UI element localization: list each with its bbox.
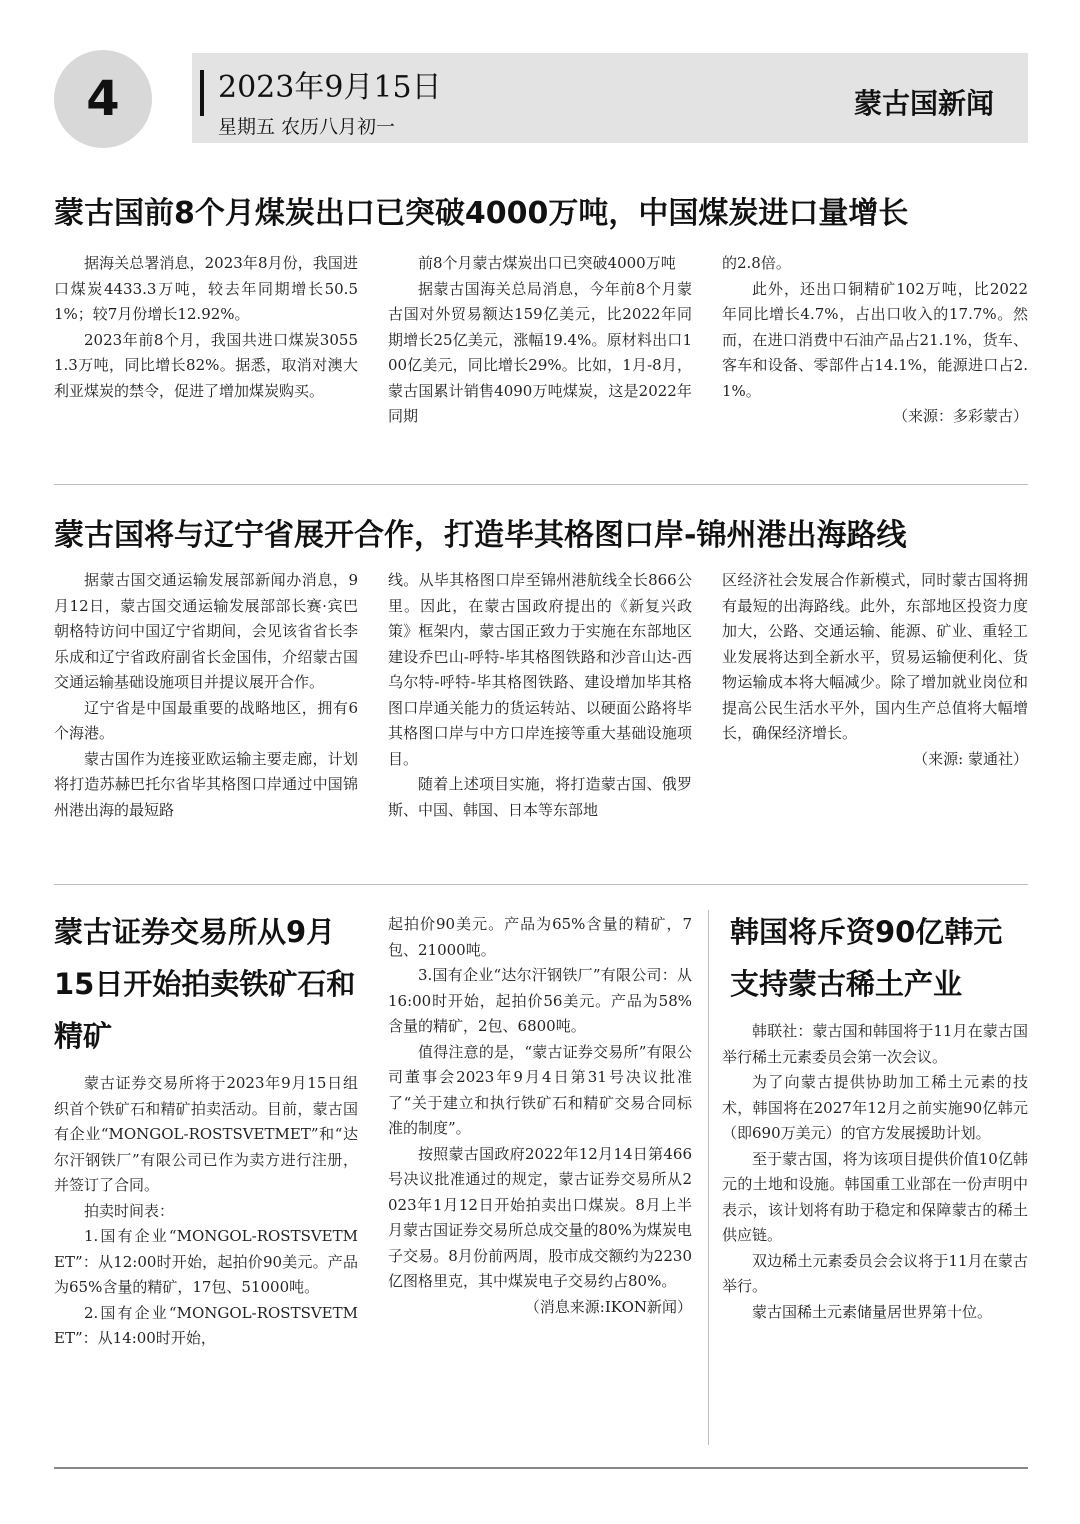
article4-body — [722, 1019, 1028, 1325]
paragraph: 蒙古国作为连接亚欧运输主要走廊，计划将打造苏赫巴托尔省毕其格图口岸通过中国锦州港出海的最短路 — [54, 749, 358, 819]
article4-title: 韩国将斥资90亿韩元支持蒙古稀土产业 — [730, 915, 1003, 1001]
paragraph: 据蒙古国海关总局消息，今年前8个月蒙古国对外贸易额达159亿美元，比2022年同期增长25亿美元，涨幅19.4%。原材料出口100亿美元，同比增长29%。比如，1月-8月，蒙古国累计销售4090万吨煤炭，这是2022年同期 — [388, 279, 692, 425]
article2-col3 — [722, 568, 1028, 772]
paragraph: 起拍价90美元。产品为65%含量的精矿，7包、21000吨。 — [388, 915, 692, 959]
section-divider — [54, 884, 1028, 885]
paragraph: 值得注意的是，“蒙古证券交易所”有限公司董事会2023年9月4日第31号决议批准了“关于建立和执行铁矿石和精矿交易合同标准的制度”。 — [388, 1042, 692, 1137]
article3-title: 蒙古证券交易所从9月15日开始拍卖铁矿石和精矿 — [54, 915, 356, 1053]
paragraph: 辽宁省是中国最重要的战略地区，拥有6个海港。 — [54, 698, 358, 742]
article3-source: （消息来源:IKON新闻） — [524, 1297, 692, 1316]
weekday-lunar-date: 星期五 农历八月初一 — [218, 116, 396, 138]
bottom-divider — [54, 1467, 1028, 1469]
article1-col3 — [722, 251, 1028, 430]
paragraph: 双边稀土元素委员会会议将于11月在蒙古举行。 — [722, 1251, 1028, 1295]
article1-title: 蒙古国前8个月煤炭出口已突破4000万吨，中国煤炭进口量增长 — [54, 196, 909, 231]
paragraph: 为了向蒙古提供协助加工稀土元素的技术，韩国将在2027年12月之前实施90亿韩元（即690万美元）的官方发展援助计划。 — [722, 1073, 1028, 1142]
paragraph: 区经济社会发展合作新模式，同时蒙古国将拥有最短的出海路线。此外，东部地区投资力度加大，公路、交通运输、能源、矿业、重轻工业发展将达到全新水平，贸易运输便利化、货物运输成本将大幅减少。除了增加就业岗位和提高公民生活水平外，国内生产总值将大幅增长，确保经济增长。 — [722, 571, 1028, 742]
paragraph: 1.国有企业“MONGOL-ROSTSVETMET”：从12:00时开始，起拍价90美元。产品为65%含量的精矿，17包、51000吨。 — [54, 1227, 358, 1296]
paragraph: 的2.8倍。 — [722, 254, 791, 272]
issue-date: 2023年9月15日 — [218, 70, 442, 105]
page-number: 4 — [54, 50, 152, 148]
article3-col2 — [388, 912, 692, 1320]
article1-col2 — [388, 251, 692, 430]
paragraph: 韩联社：蒙古国和韩国将于11月在蒙古国举行稀土元素委员会第一次会议。 — [722, 1022, 1028, 1066]
paragraph: 据海关总署消息，2023年8月份，我国进口煤炭4433.3万吨，较去年同期增长50.51%；较7月份增长12.92%。 — [54, 254, 358, 323]
article2-col1 — [54, 568, 358, 823]
column-divider — [708, 910, 709, 1445]
paragraph: 蒙古国稀土元素储量居世界第十位。 — [752, 1302, 993, 1321]
article2-col2 — [388, 568, 692, 823]
paragraph: 随着上述项目实施，将打造蒙古国、俄罗斯、中国、韩国、日本等东部地 — [388, 775, 692, 819]
article1-col1 — [54, 251, 358, 404]
paragraph: 前8个月蒙古煤炭出口已突破4000万吨 — [418, 254, 676, 272]
paragraph: 此外，还出口铜精矿102万吨，比2022年同比增长4.7%，占出口收入的17.7%。然而，在进口消费中石油产品占21.1%，货车、客车和设备、零部件占14.1%，能源进口占2.1%。 — [722, 279, 1028, 400]
section-title: 蒙古国新闻 — [853, 87, 994, 120]
paragraph: 据蒙古国交通运输发展部新闻办消息，9月12日，蒙古国交通运输发展部部长赛·宾巴朝格特访问中国辽宁省期间，会见该省省长李乐成和辽宁省政府副省长金国伟，介绍蒙古国交通运输基础设施项目并提议展开合作。 — [54, 571, 358, 691]
article2-source: （来源: 蒙通社） — [913, 749, 1028, 768]
paragraph: 拍卖时间表： — [84, 1201, 175, 1220]
paragraph: 按照蒙古国政府2022年12月14日第466号决议批准通过的规定，蒙古证券交易所从2023年1月12日开始拍卖出口煤炭。8月上半月蒙古国证券交易所总成交量的80%为煤炭电子交易。8月份前两周，股市成交额约为2230亿图格里克，其中煤炭电子交易约占80%。 — [388, 1144, 692, 1290]
header-divider — [200, 70, 204, 116]
paragraph: 蒙古证券交易所将于2023年9月15日组织首个铁矿石和精矿拍卖活动。目前，蒙古国有企业“MONGOL-ROSTSVETMET”和“达尔汗钢铁厂”有限公司已作为卖方进行注册，并签订了合同。 — [54, 1074, 358, 1194]
paragraph: 3.国有企业“达尔汗钢铁厂”有限公司：从16:00时开始，起拍价56美元。产品为58%含量的精矿，2包、6800吨。 — [388, 966, 692, 1035]
article3-col1 — [54, 1071, 358, 1352]
article1-source: （来源：多彩蒙古） — [892, 407, 1028, 425]
paragraph: 2.国有企业“MONGOL-ROSTSVETMET”：从14:00时开始， — [54, 1303, 358, 1347]
article2-title: 蒙古国将与辽宁省展开合作，打造毕其格图口岸-锦州港出海路线 — [54, 518, 907, 553]
paragraph: 2023年前8个月，我国共进口煤炭30551.3万吨，同比增长82%。据悉，取消对澳大利亚煤炭的禁令，促进了增加煤炭购买。 — [54, 330, 358, 400]
paragraph: 至于蒙古国，将为该项目提供价值10亿韩元的土地和设施。韩国重工业部在一份声明中表示，该计划将有助于稳定和保障蒙古的稀土供应链。 — [722, 1149, 1028, 1244]
paragraph: 线。从毕其格图口岸至锦州港航线全长866公里。因此，在蒙古国政府提出的《新复兴政策》框架内，蒙古国正致力于实施在东部地区建设乔巴山-呼特-毕其格图铁路和沙音山达-西乌尔特-呼特-毕其格图铁路、建设增加毕其格图口岸通关能力的货运转站、以硬面公路将毕其格图口岸与中方口岸连接等重大基础设施项目。 — [388, 571, 692, 768]
section-divider — [54, 484, 1028, 485]
